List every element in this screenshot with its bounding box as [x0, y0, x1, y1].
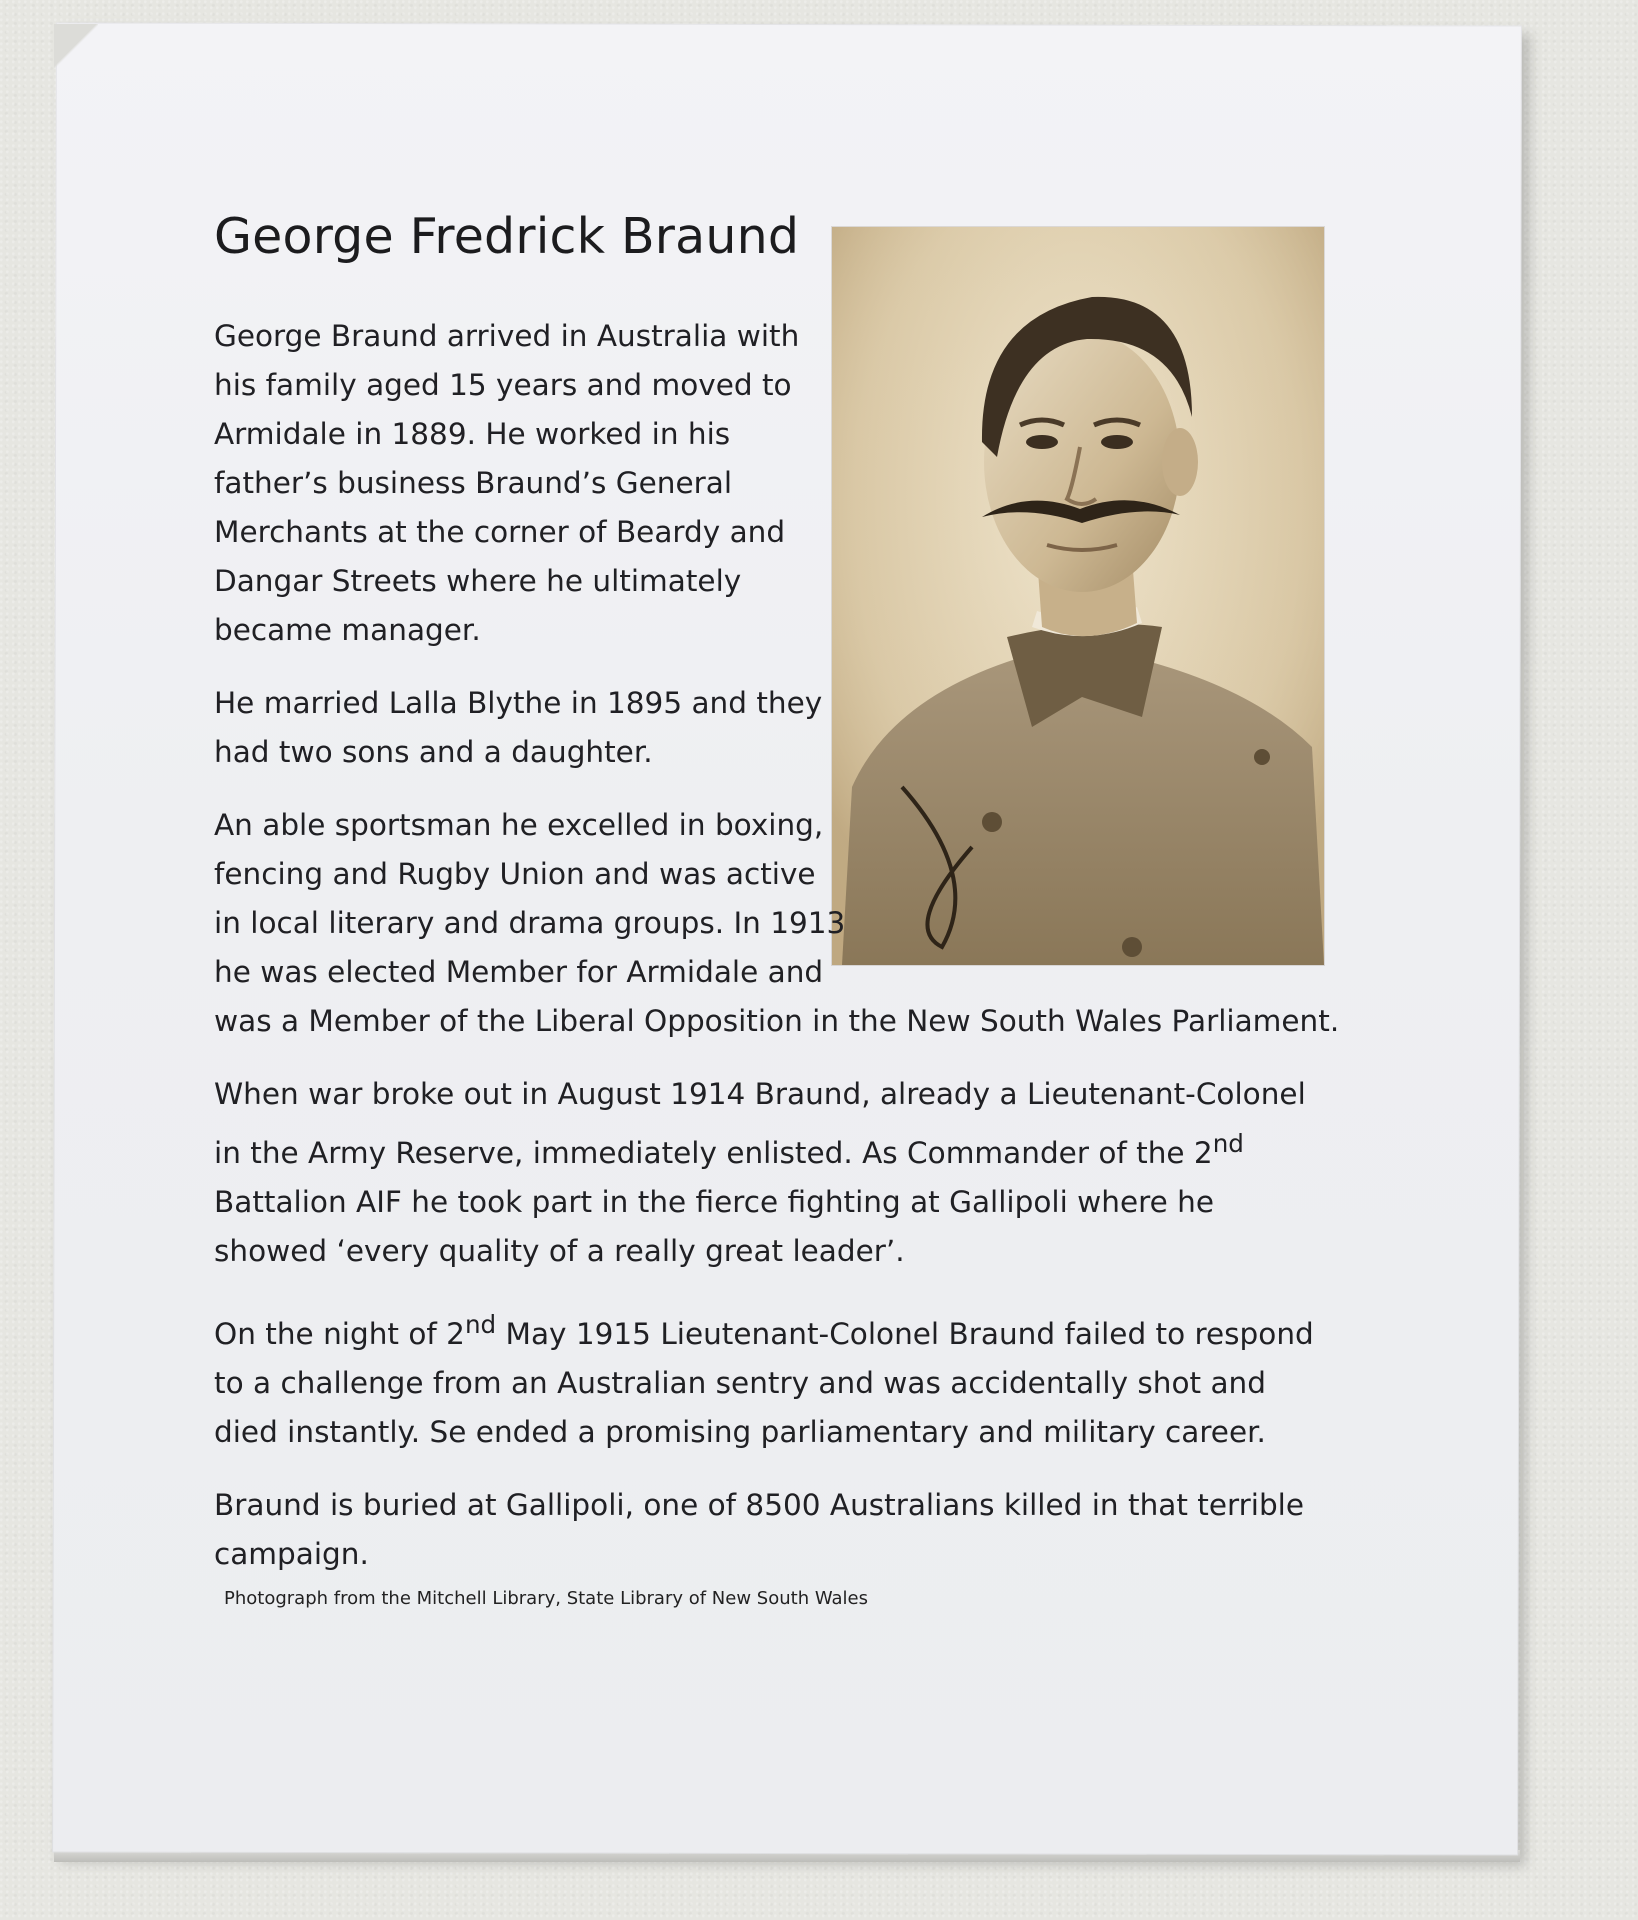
- paragraph-sportsman-line-5: was a Member of the Liberal Opposition in the New South Wales Parliament.: [214, 1004, 1340, 1038]
- photo-credit: Photograph from the Mitchell Library, State Library of New South Wales: [224, 1588, 868, 1609]
- paragraph-sportsman: [214, 801, 1364, 1046]
- paragraph-death-part-2: May 1915 Lieutenant-Colonel Braund failed to respond to a challenge from an Australian sentry and was accidentally shot and died instantly. Se ended a promising parliamentary and military career.: [214, 1316, 1314, 1449]
- paragraph-burial: Braund is buried at Gallipoli, one of 8500 Australians killed in that terrible campaign.: [214, 1487, 1305, 1571]
- paragraph-death-part-1: On the night of 2: [214, 1316, 465, 1351]
- paragraph-war-part-1: When war broke out in August 1914 Braund, already a Lieutenant-Colonel in the Army Reserve, immediately enlisted. As Commander of the 2: [214, 1077, 1306, 1170]
- paragraph-sportsman-line-2: fencing and Rugby Union and was active: [214, 857, 816, 891]
- paragraph-war: [214, 1070, 1334, 1276]
- sign-corner: [54, 24, 98, 68]
- paragraph-sportsman-line-4: he was elected Member for Armidale and: [214, 955, 824, 989]
- sign-body: [214, 312, 1364, 1603]
- paragraph-sportsman-line-1: An able sportsman he excelled in boxing,: [214, 808, 824, 842]
- sign-title: George Fredrick Braund: [214, 208, 800, 265]
- paragraph-sportsman-line-3: in local literary and drama groups. In 1913: [214, 906, 846, 940]
- paragraph-death: [214, 1300, 1334, 1457]
- paragraph-marriage: He married Lalla Blythe in 1895 and they had two sons and a daughter.: [214, 686, 823, 769]
- paragraph-arrival: George Braund arrived in Australia with his family aged 15 years and moved to Armidale in 1889. He worked in his father’s business Braund’s General Merchants at the corner of Beardy and Dangar Streets where he ultimately became manager.: [214, 319, 800, 647]
- superscript-nd: nd: [464, 1309, 497, 1339]
- paragraph-war-part-2: Battalion AIF he took part in the fierce fighting at Gallipoli where he showed ‘every quality of a really great leader’.: [214, 1184, 1214, 1268]
- superscript-nd: nd: [1212, 1129, 1244, 1158]
